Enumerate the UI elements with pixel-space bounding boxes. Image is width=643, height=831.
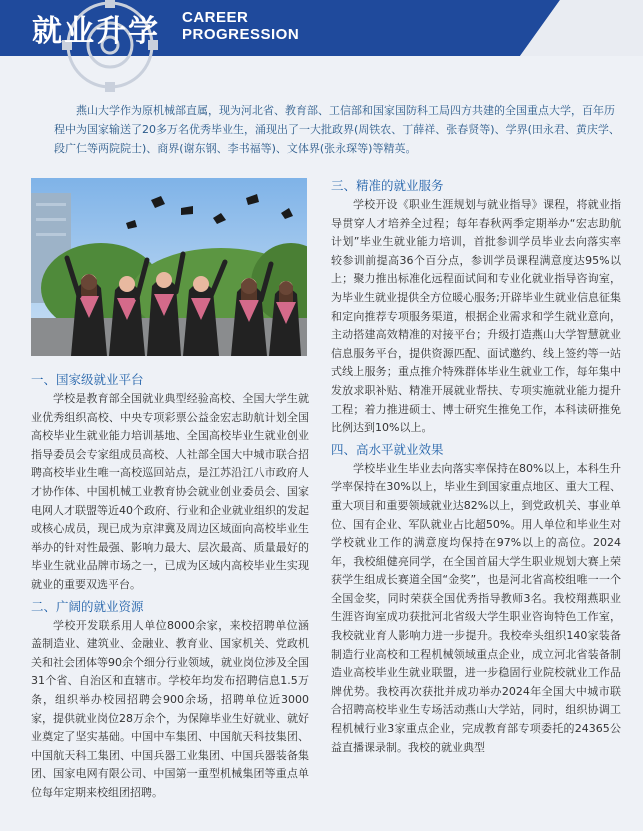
section-body-services: 学校开设《职业生涯规划与就业指导》课程，将就业指导贯穿人才培养全过程；每年春秋两季定期举办“宏志助航计划”毕业生就业能力培训，首批参训学员毕业去向落实率较参训前提高36个百分点，参训学员课程满意度达95%以上；聚力推出标准化远程面试间和专业化就业指导咨询室，为毕业生就业提供全方位暖心服务;开辟毕业生就业信息征集和定向推荐专项服务渠道，根据企业需求和学生就业意向，主动搭建高效精准的对接平台；升级打造燕山大学智慧就业信息服务平台，提供资源匹配、面试邀约、线上签约等一站式线上服务；重点推介特殊群体毕业生就业工作，每年集中发放求职补贴、精准开展就业帮扶、专项实施就业能力提升工程；着力推进硕士、博士研究生推免工作，本科读研推免比例达到10%以上。 xyxy=(331,198,621,435)
page-title-english xyxy=(182,9,299,43)
graduation-photo-image xyxy=(31,178,307,356)
left-column xyxy=(31,370,309,802)
section-body-resources: 学校开发联系用人单位8000余家，来校招聘单位涵盖制造业、建筑业、金融业、教育业、国家机关、党政机关和社会团体等90余个细分行业领域，就业岗位涉及全国31个省、自治区和直辖市。学校年均发布招聘信息1.5万条，组织举办校园招聘会900余场，招聘单位近3000家，提供就业岗位28万余个，为保障毕业生好就业、就好业奠定了坚实基础。中国中车集团、中国航天科技集团、中国航天科工集团、中国兵器工业集团、中国兵器装备集团、国家电网有限公司、中国第一重型机械集团等重点单位每年定期来校组团招聘。 xyxy=(31,618,309,799)
section-heading-platform: 一、国家级就业平台 xyxy=(31,372,144,387)
header-banner xyxy=(0,0,643,56)
title-en-line2: PROGRESSION xyxy=(182,26,300,43)
page-title: 就业升学 xyxy=(32,14,160,49)
graduation-photo xyxy=(31,178,307,356)
title-en-line1: CAREER xyxy=(182,9,249,26)
section-heading-services: 三、精准的就业服务 xyxy=(331,178,444,193)
section-body-platform: 学校是教育部全国就业典型经验高校、全国大学生就业优秀组织高校、中央专项彩票公益金宏志助航计划全国高校毕业生就业能力培训基地、全国高校毕业生就业创业指导委员会专家组成员高校、人社部全国大中城市联合招聘高校毕业生唯一高校巡回站点，是江苏沿江八市政府人才协作体、中国机械工业教育协会就业创业委员会、国家电网人才联盟等近40个政府、行业和企业就业组织的发起或核心成员，现已成为京津冀及周边区域面向高校毕业生举办的针对性最强、影响力最大、层次最高、质量最好的毕业生就业品牌市场之一，已成为区域内高校毕业生实现就业的重要双选平台。 xyxy=(31,392,309,591)
section-body-outcomes: 学校毕业生毕业去向落实率保持在80%以上，本科生升学率保持在30%以上，毕业生到国家重点地区、重大工程、重大项目和重要领域就业达82%以上，到党政机关、事业单位、国有企业、军队就业占比超50%。用人单位和毕业生对学校就业工作的满意度均保持在97%以上的高位。2024年，我校組健亮同学，在全国首届大学生职业规划大赛上荣获学生组成长赛道全国“金奖”，也是河北省高校组唯一一个全国金奖，同时荣获全国优秀指导教师3名。我校翔燕职业生涯咨询室成功获批河北省级大学生职业咨询特色工作室，我校就业育人影响力进一步提升。我校牵头组织140家装备制造行业高校和工程机械领域重点企业，成立河北省装备制造业高校毕业生就业联盟，进一步稳固行业院校就业工作品牌优势。我校再次获批并成功举办2024年全国大中城市联合招聘高校毕业生专场活动燕山大学站，同时，组织协调工程机械行业3家重点企业，完成教育部专项委托的24365公益直播课录制。我校的就业典型 xyxy=(331,461,621,754)
section-heading-resources: 二、广阔的就业资源 xyxy=(31,598,144,614)
section-heading-outcomes: 四、高水平就业效果 xyxy=(331,441,444,457)
intro-paragraph: 燕山大学作为原机械部直属，现为河北省、教育部、工信部和国家国防科工局四方共建的全国重点大学，百年历程中为国家输送了20多万名优秀毕业生，涌现出了一大批政界(周铁农、丁薛祥、张春贤等)、学界(田永君、黄庆学、段广仁等两院院士)、商界(谢东钢、李书福等)、文体界(张永琛等)等精英。 xyxy=(54,104,620,155)
right-column xyxy=(331,176,621,757)
